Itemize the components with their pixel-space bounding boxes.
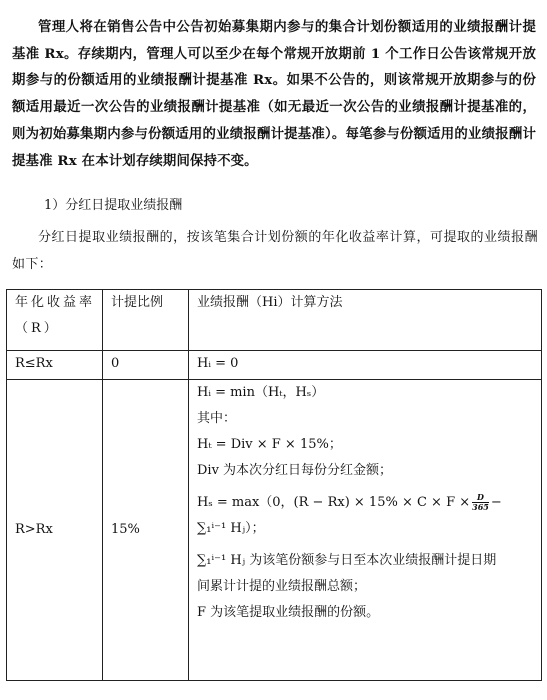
- formula-minus: −: [490, 495, 502, 510]
- formula-f-desc: F 为该笔提取业绩报酬的份额。: [197, 605, 380, 620]
- formula-sum-desc: ∑₁ⁱ⁻¹ Hⱼ 为该笔份额参与日至本次业绩报酬计提日期: [197, 553, 497, 568]
- table-row: [7, 380, 542, 681]
- formula-hi: Hᵢ = min（Hₜ，Hₛ）: [197, 385, 325, 400]
- cell-ratio-zero: 0: [103, 351, 189, 380]
- formula-hs-text: Hₛ = max（0，(R − Rx) × 15% × C × F ×: [197, 495, 471, 510]
- cell-range-high: R>Rx: [7, 380, 103, 681]
- table-row: [7, 351, 542, 380]
- cell-formula-details: [189, 380, 542, 681]
- header-annual-return: [7, 290, 103, 351]
- formula-sum-hj: ∑₁ⁱ⁻¹ Hⱼ）；: [197, 521, 265, 536]
- formula-div-desc: Div 为本次分红日每份分红金额；: [197, 463, 393, 478]
- fraction-d-365: [472, 493, 489, 512]
- cell-ratio-15: 15%: [103, 380, 189, 681]
- paragraph-benchmark-rules: 管理人将在销售公告中公告初始募集期内参与的集合计划份额适用的业绩报酬计提基准 Rx。存续期内，管理人可以至少在每个常规开放期前 1 个工作日公告该常规开放期参与的份额适用的业绩报酬计提基准 Rx。如果不公告的，则该常规开放期参与的份额适用最近一次公告的业绩报酬计提基准（如无最近一次公告的业绩报酬计提基准的，则为初始募集期内参与份额适用的业绩报酬计提基准）。每笔参与份额适用的业绩报酬计提基准 Rx 在本计划存续期间保持不变。: [12, 19, 536, 169]
- cell-range-low: R≤Rx: [7, 351, 103, 380]
- formula-sum-desc-cont: 间累计计提的业绩报酬总额；: [197, 579, 367, 594]
- formula-hs: [197, 490, 535, 516]
- header-ratio: 计提比例: [103, 290, 189, 351]
- section-heading-dividend-fee: 1）分红日提取业绩报酬: [44, 198, 183, 213]
- paragraph-dividend-fee-intro: 分红日提取业绩报酬的，按该笔集合计划份额的年化收益率计算，可提取的业绩报酬如下：: [12, 230, 538, 272]
- formula-ht: Hₜ = Div × F × 15%；: [197, 437, 342, 452]
- cell-formula-zero: Hᵢ = 0: [189, 351, 542, 380]
- fraction-numerator: D: [477, 492, 484, 502]
- fraction-denominator: 365: [472, 502, 489, 512]
- formula-where: 其中：: [197, 411, 237, 426]
- performance-fee-table: [6, 289, 542, 681]
- header-annual-return-text: 年化收益率（R）: [15, 295, 96, 336]
- header-method: 业绩报酬（Hi）计算方法: [189, 290, 542, 351]
- table-header-row: [7, 290, 542, 351]
